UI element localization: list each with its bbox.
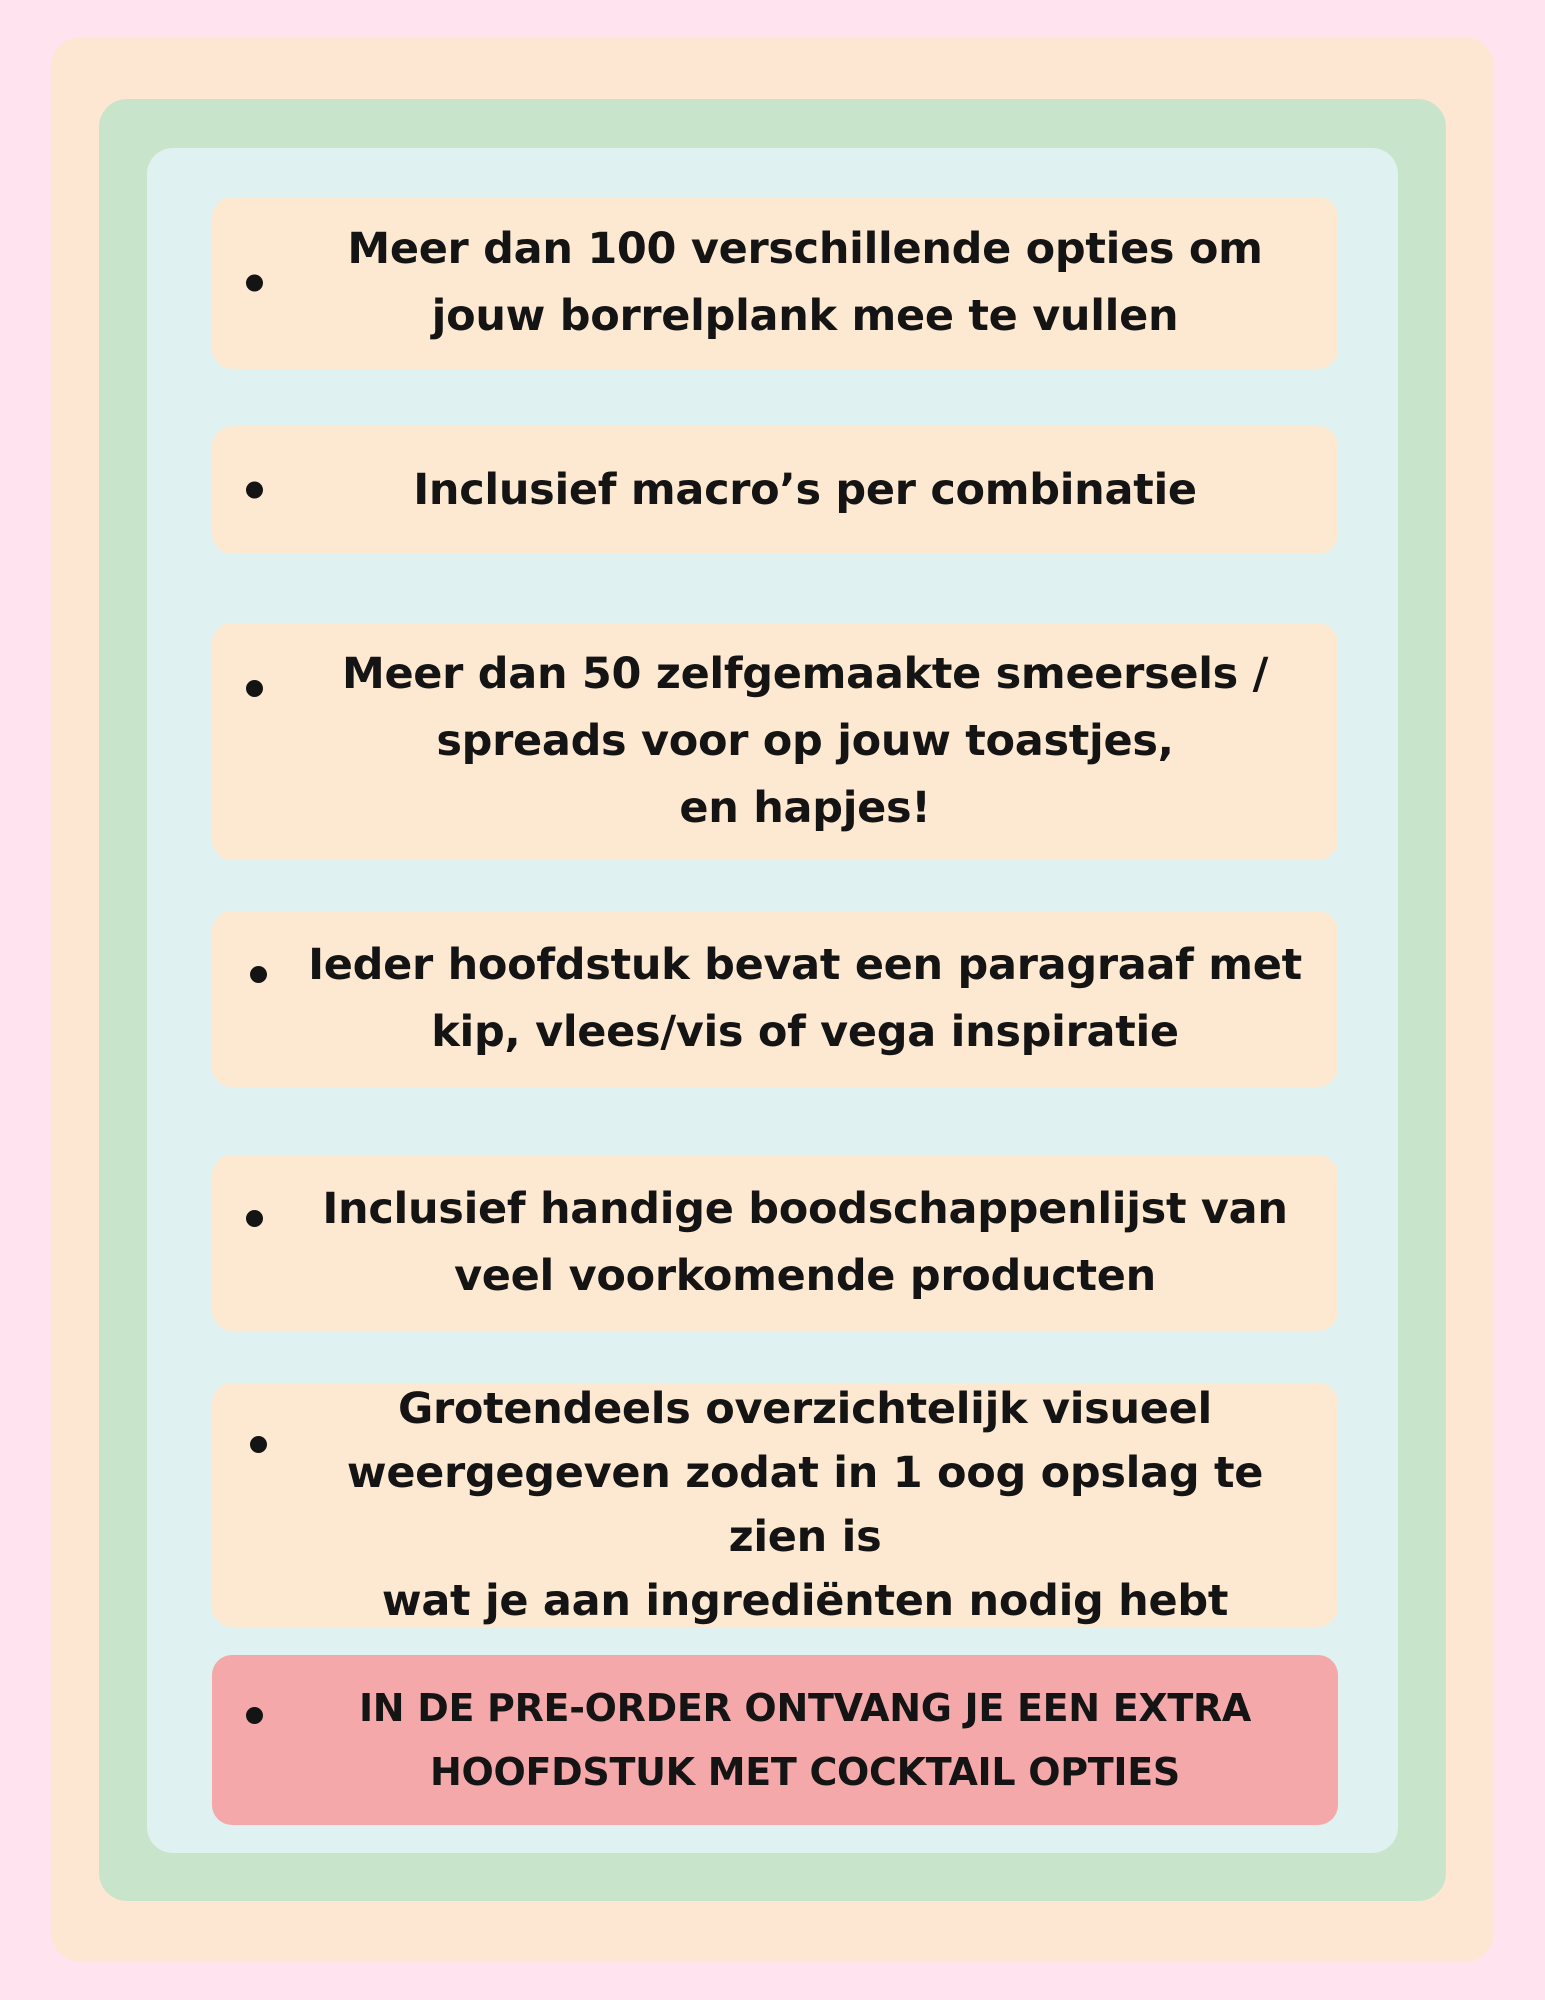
bullet-icon xyxy=(246,1707,263,1724)
feature-text: Meer dan 50 zelfgemaakte smeersels / spreads voor op jouw toastjes, en hapjes! xyxy=(341,649,1269,833)
feature-card-shopping-list xyxy=(212,1155,1338,1331)
feature-text: Inclusief handige boodschappenlijst van veel voorkomende producten xyxy=(322,1184,1288,1301)
bullet-icon xyxy=(246,680,263,697)
bullet-icon xyxy=(246,275,263,292)
feature-card-chapters xyxy=(212,911,1338,1087)
feature-text: Inclusief macro’s per combinatie xyxy=(413,464,1197,515)
bullet-icon xyxy=(250,1436,267,1453)
feature-text: Meer dan 100 verschillende opties om jouw borrelplank mee te vullen xyxy=(347,224,1263,341)
feature-card-visual xyxy=(212,1383,1338,1627)
feature-card-options xyxy=(212,197,1338,369)
feature-card-spreads xyxy=(212,623,1338,860)
feature-text: Grotendeels overzichtelijk visueel weergegeven zodat in 1 oog opslag te zien is wat je aan ingrediënten nodig hebt xyxy=(346,1384,1264,1626)
bullet-icon xyxy=(250,966,267,983)
feature-text: Ieder hoofdstuk bevat een paragraaf met kip, vlees/vis of vega inspiratie xyxy=(308,940,1302,1057)
bullet-icon xyxy=(246,482,263,499)
preorder-highlight-card xyxy=(212,1655,1338,1825)
bullet-icon xyxy=(246,1210,263,1227)
preorder-text: IN DE PRE-ORDER ONTVANG JE EEN EXTRA HOOFDSTUK MET COCKTAIL OPTIES xyxy=(358,1686,1252,1794)
feature-card-macros xyxy=(212,426,1338,554)
